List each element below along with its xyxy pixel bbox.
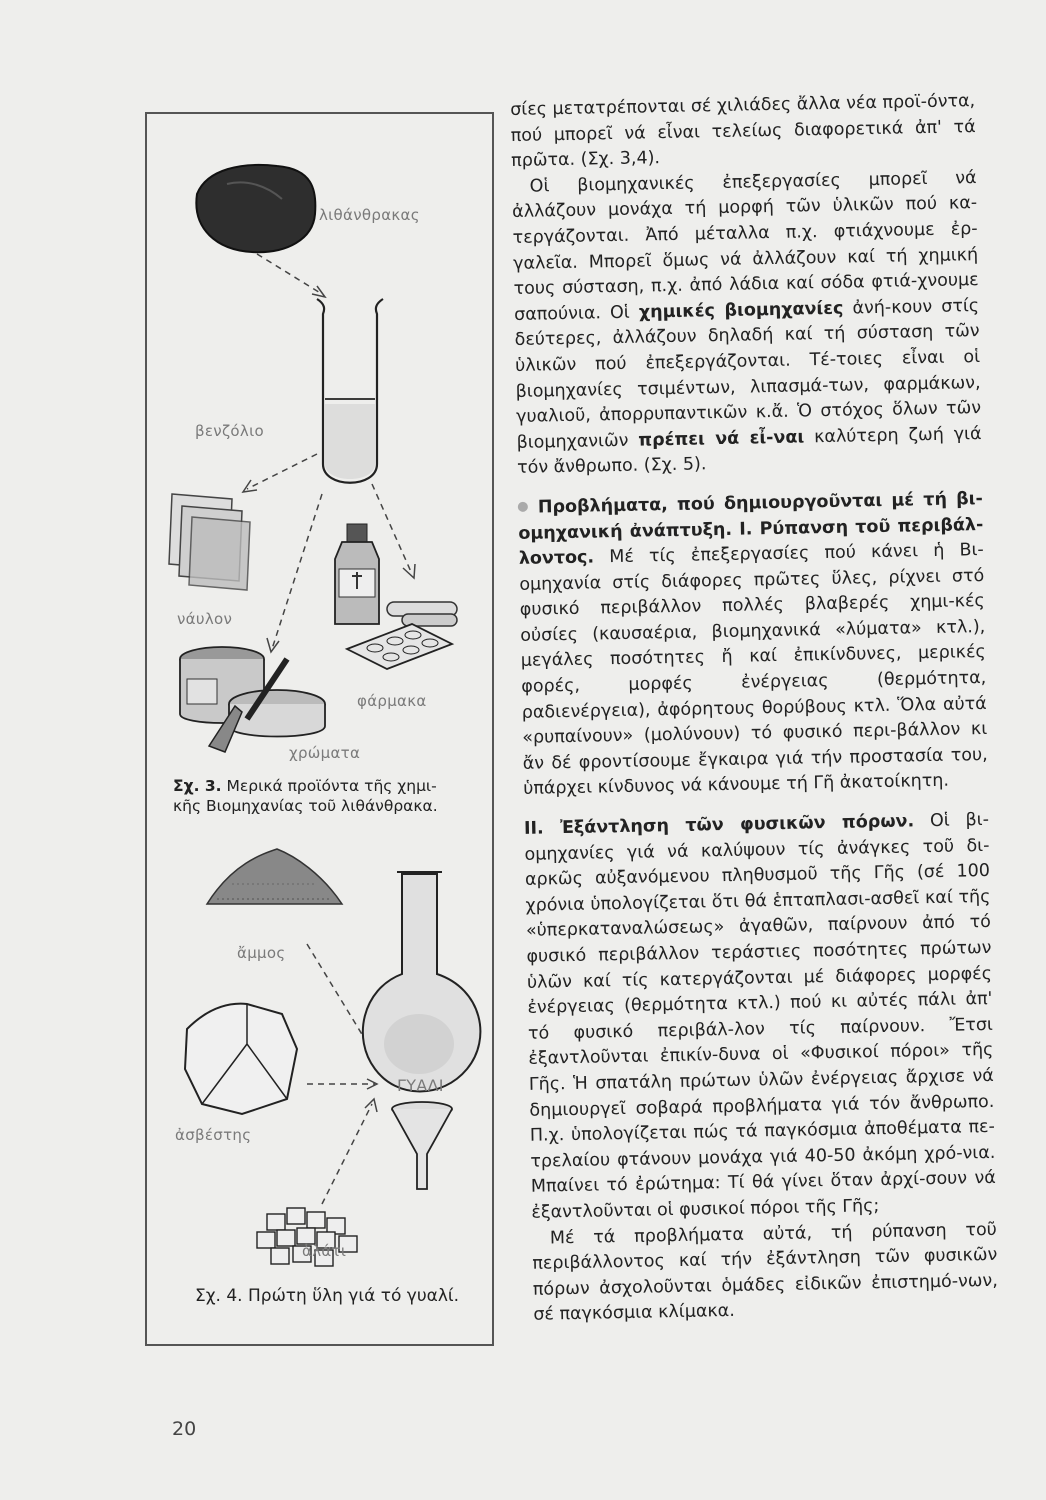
flask-illustration: [363, 872, 481, 1092]
section-depletion: [524, 808, 997, 1226]
sand-pile-illustration: [207, 849, 342, 904]
paragraph-text: ἀνή-κουν στίς δεύτερες, ἀλλάζουν δηλαδή καί τή σύσταση τῶν ὑλικῶν πού ἐπεξεργάζονται. Τέ-τοιες εἶναι οἱ βιομηχανίες τσιμέντων, λιπασμά-των, φαρμάκων, γυαλιοῦ, ἀπορρυπαντικῶν κ.ἄ. Ὁ στόχος ὅλων τῶν βιομηχανιῶν: [514, 295, 982, 453]
pill-blister-illustration: [347, 624, 452, 669]
label-paints: χρώματα: [289, 744, 361, 762]
page-number: 20: [172, 1418, 197, 1440]
paragraph-intro: σίες μετατρέπονται σέ χιλιάδες ἄλλα νέα προϊ-όντα, πού μπορεῖ νά εἶναι τελείως διαφορετικά ἀπ' τά πρῶτα. (Σχ. 3,4).: [510, 91, 976, 172]
capsules-illustration: [387, 602, 457, 626]
funnel-illustration: [392, 1102, 452, 1189]
emphasis-must-be: πρέπει νά εἶ-ναι: [638, 427, 805, 451]
paragraph-text: καλύτερη ζωή γιά τόν ἄνθρωπο. (Σχ. 5).: [516, 423, 982, 479]
label-limestone: ἀσβέστης: [175, 1126, 252, 1144]
emphasis-chemical-industries: χημικές βιομηχανίες: [638, 298, 844, 323]
figure3-caption: [173, 776, 438, 816]
label-benzene: βενζόλιο: [195, 422, 264, 440]
paragraph-chemical-industries: [511, 166, 982, 482]
figure4-caption: [195, 1286, 459, 1306]
section-pollution-body: Μέ τίς ἐπεξεργασίες πού κάνει ἡ Βι-ομηχανία στίς διάφορες πρῶτες ὕλες, ρίχνει στό φυσικό περιβάλλον πολλές βλαβερές χημι-κές οὐσίες (καυσαέρια, βιομηχανικά «λύματα» κτλ.), μεγάλες ποσότητες ἤ καί ἐπικίνδυνες, μερικές φορές, μορφές ἐνέργειας (θερμότητα, ραδιενέργεια), ἀφόρητους θορύβους κτλ. Ὅλα αὐτά «ρυπαίνουν» (μολύνουν) τό φυσικό περι-βάλλον κι ἄν δέ φροντίσουμε ἔγκαιρα γιά τήν προστασία του, ὑπάρχει κίνδυνος νά κάνουμε τή Γῆ ἀκατοίκητη.: [519, 540, 988, 800]
figure-panel: [145, 112, 494, 1346]
label-glass: ΓΥΑΛΙ: [397, 1076, 444, 1095]
figure3-caption-line1: Μερικά προϊόντα τῆς χημι-: [226, 777, 437, 795]
arrow-tube-to-paints: [272, 494, 322, 649]
main-text-column: [510, 89, 999, 1329]
limestone-illustration: [185, 1004, 297, 1114]
paragraph-text: Οἱ βιομηχανικές ἐπεξεργασίες μπορεῖ νά ἀλλάζουν μονάχα τή μορφή τῶν ὑλικῶν πού κα-τεργάζονται. Ἀπό μέταλλα π.χ. φτιάχνουμε ἐρ-γαλεῖα. Μπορεῖ ὅμως νά ἀλλάζουν καί τή χημική τους σύσταση, π.χ. ἀπό λάδια καί σόδα φτιά-χνουμε σαπούνια. Οἱ: [512, 167, 979, 325]
bullet-icon: [518, 502, 528, 512]
paragraph-closing: Μέ τά προβλήματα αὐτά, τή ρύπανση τοῦ περιβάλλοντος καί τήν ἐξάντληση τῶν φυσικῶν πόρων ἀσχολοῦνται ὁμάδες εἰδικῶν ἐπιστημό-νων, σέ παγκόσμια κλίμακα.: [532, 1219, 998, 1326]
label-coal: λιθάνθρακας: [319, 206, 420, 224]
label-medicines: φάρμακα: [357, 692, 427, 710]
section-depletion-heading: ΙΙ. Ἐξάντληση τῶν φυσικῶν πόρων.: [523, 811, 915, 839]
nylon-illustration: [169, 494, 250, 590]
label-salt: ἁλάτι: [302, 1242, 347, 1260]
medicine-bottle-illustration: [335, 524, 379, 624]
section-pollution-heading: Προβλήματα, πού δημιουργοῦνται μέ τή βι-ομηχανική ἀνάπτυξη. Ι. Ρύπανση τοῦ περιβάλ-λοντος.: [518, 488, 984, 570]
section-pollution: [518, 487, 989, 803]
figure4-caption-text: Πρώτη ὕλη γιά τό γυαλί.: [248, 1286, 460, 1306]
label-sand: ἄμμος: [237, 944, 286, 962]
section-depletion-body: Οἱ βι-ομηχανίες γιά νά καλύψουν τίς ἀνάγκες τοῦ δι-αρκῶς αὐξανόμενου πληθυσμοῦ τῆς Γῆς (σέ 100 χρόνια ὑπολογίζεται ὅτι θά ἑπταπλασι-ασθεῖ καί τῆς «ὑπερκαταναλώσεως» ἀγαθῶν, παίρνουν ἀπό τό φυσικό περιβάλλον τεράστιες ποσότητες πρώτων ὑλῶν καί τίς κατεργάζονται μέ διάφορες μορφές ἐνέργειας (θερμότητα κτλ.) πού κι αὐτές πάλι ἀπ' τό φυσικό περιβάλ-λον τίς παίρνουν. Ἔτσι ἐξαντλοῦνται ἐπικίν-δυνα οἱ «Φυσικοί πόροι» τῆς Γῆς. Ἡ σπατάλη πρώτων ὑλῶν ἐνέργειας ἄρχισε νά δημιουργεῖ σοβαρά προβλήματα γιά τόν ἄνθρωπο. Π.χ. ὑπολογίζεται πώς τά παγκόσμια ἀποθέματα πε-τρελαίου φτάνουν μονάχα γιά 40-50 ἀκόμη χρό-νια. Μπαίνει τό ἐρώτημα: Τί θά γίνει ὅταν ἀρχί-σουν νά ἐξαντλοῦνται οἱ φυσικοί πόροι τῆς Γῆς;: [524, 809, 997, 1223]
figure3-caption-line2: κῆς Βιομηχανίας τοῦ λιθάνθρακα.: [173, 797, 438, 815]
arrow-salt-to-glass: [322, 1104, 372, 1204]
figure-illustrations: [147, 114, 492, 1344]
paint-tin-illustration: [229, 690, 325, 737]
arrow-coal-to-tube: [257, 254, 322, 294]
arrow-tube-to-nylon: [247, 454, 317, 489]
coal-illustration: [196, 165, 315, 252]
figure3-caption-number: Σχ. 3.: [173, 777, 222, 795]
figure4-caption-number: Σχ. 4.: [195, 1286, 243, 1306]
label-nylon: νάυλον: [177, 610, 233, 628]
